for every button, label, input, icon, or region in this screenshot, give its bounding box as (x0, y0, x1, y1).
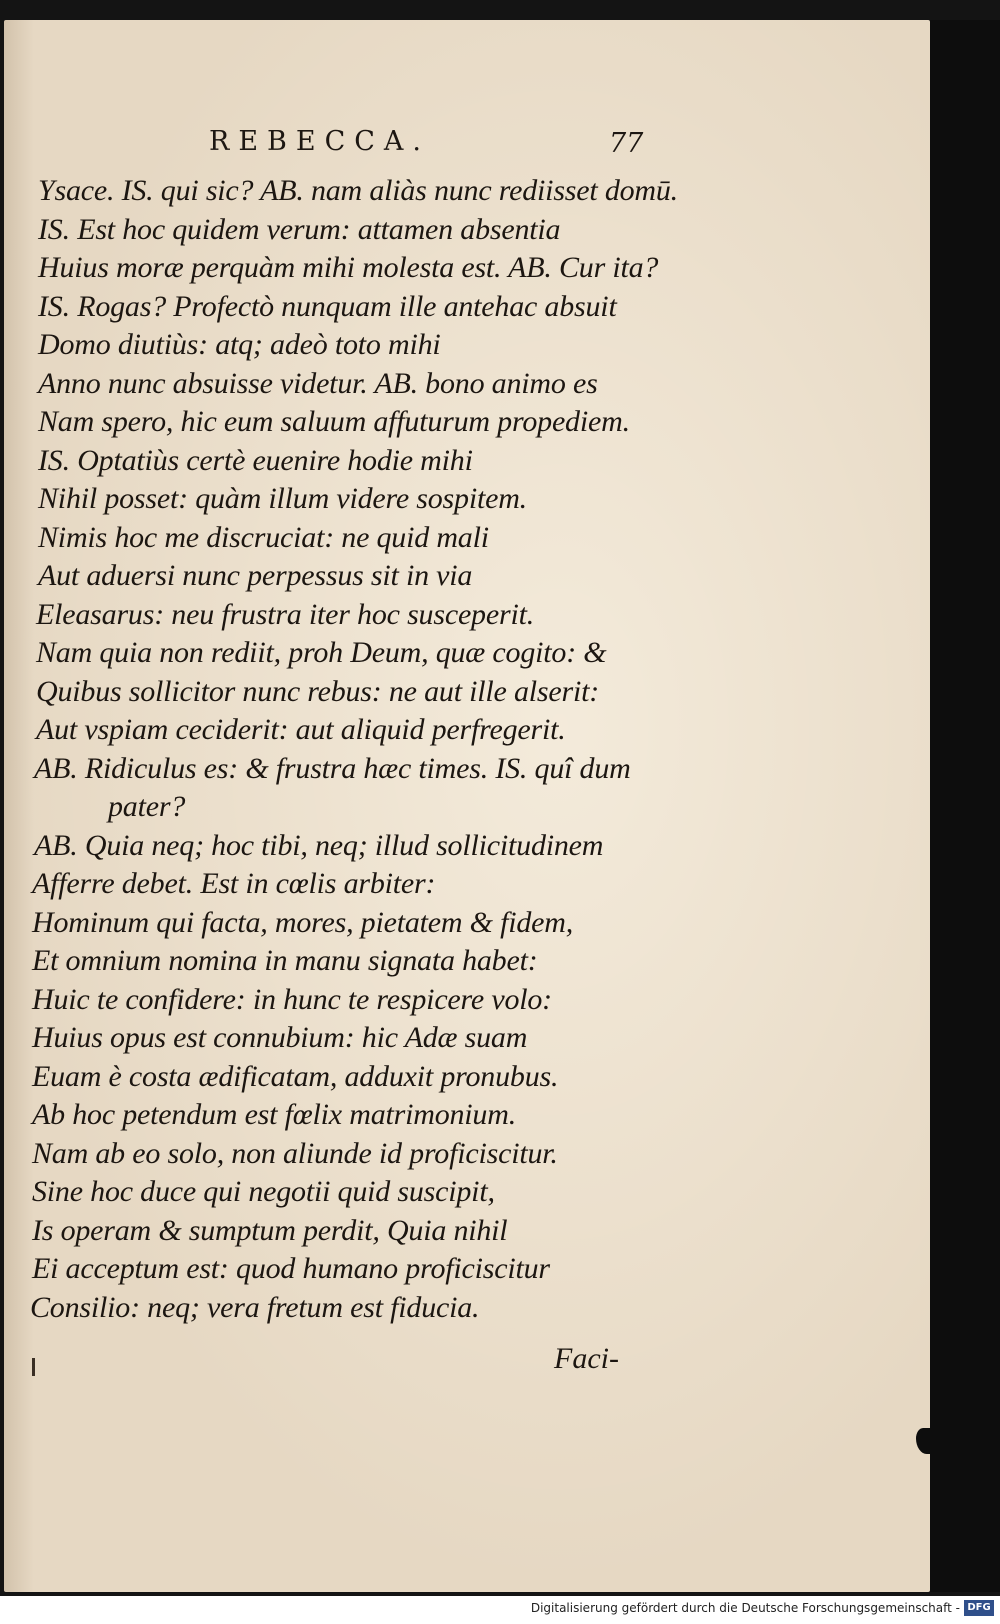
text-line: Anno nunc absuisse videtur. AB. bono animo es (38, 366, 598, 400)
dfg-logo: DFG (964, 1600, 994, 1616)
text-line: Huic te confidere: in hunc te respicere volo: (32, 982, 552, 1016)
running-title: REBECCA. (209, 126, 430, 157)
text-line: Ab hoc petendum est fœlix matrimonium. (32, 1098, 517, 1131)
footer-credit-text: Digitalisierung gefördert durch die Deutsche Forschungsgemeinschaft - (530, 1601, 960, 1615)
text-line: Quibus sollicitor nunc rebus: ne aut ille alserit: (36, 674, 600, 708)
catchword-row (4, 1342, 934, 1382)
catchword: Faci- (554, 1342, 619, 1375)
text-line: pater? (108, 790, 186, 823)
text-line: Aut aduersi nunc perpessus sit in via (38, 559, 473, 592)
book-page (4, 20, 930, 1592)
text-line: Is operam & sumptum perdit, Quia nihil (32, 1213, 508, 1247)
verse-text-block (4, 172, 934, 1327)
ink-mark (32, 1358, 35, 1376)
text-line: Nam quia non rediit, proh Deum, quæ cogito: & (36, 636, 607, 669)
text-line: IS. Optatiùs certè euenire hodie mihi (38, 443, 473, 477)
text-line: AB. Quia neq; hoc tibi, neq; illud sollicitudinem (34, 828, 604, 862)
text-line: Eleasarus: neu frustra iter hoc susceperit. (36, 597, 535, 631)
text-line: AB. Ridiculus es: & frustra hæc times. IS. quî dum (34, 751, 631, 785)
text-line: Huius opus est connubium: hic Adæ suam (32, 1021, 528, 1054)
text-line: Sine hoc duce qui negotii quid suscipit, (32, 1175, 495, 1208)
digitization-footer (0, 1596, 1000, 1624)
text-line: Ei acceptum est: quod humano proficiscitur (32, 1252, 550, 1285)
scan-right-edge (930, 20, 1000, 1592)
text-line: Nam ab eo solo, non aliunde id proficiscitur. (32, 1136, 558, 1170)
text-line: Hominum qui facta, mores, pietatem & fidem, (32, 905, 574, 939)
text-line: Euam è costa ædificatam, adduxit pronubus. (32, 1059, 559, 1093)
text-line: IS. Rogas? Profectò nunquam ille antehac absuit (38, 289, 617, 323)
text-line: Domo diutiùs: atq; adeò toto mihi (38, 328, 441, 361)
text-line: Et omnium nomina in manu signata habet: (32, 944, 538, 977)
page-header (4, 126, 934, 166)
text-line: Nam spero, hic eum saluum affuturum propediem. (38, 405, 630, 438)
text-line: Nihil posset: quàm illum videre sospitem. (38, 482, 527, 515)
text-line: IS. Est hoc quidem verum: attamen absentia (38, 212, 561, 246)
text-line: Afferre debet. Est in cœlis arbiter: (32, 867, 436, 900)
text-line: Nimis hoc me discruciat: ne quid mali (38, 520, 489, 554)
text-line: Consilio: neq; vera fretum est fiducia. (30, 1290, 480, 1324)
page-number: 77 (609, 128, 644, 159)
text-line: Aut vspiam ceciderit: aut aliquid perfregerit. (36, 713, 566, 746)
text-line: Ysace. IS. qui sic? AB. nam aliàs nunc rediisset domū. (38, 174, 678, 207)
text-line: Huius moræ perquàm mihi molesta est. AB. Cur ita? (38, 251, 659, 284)
